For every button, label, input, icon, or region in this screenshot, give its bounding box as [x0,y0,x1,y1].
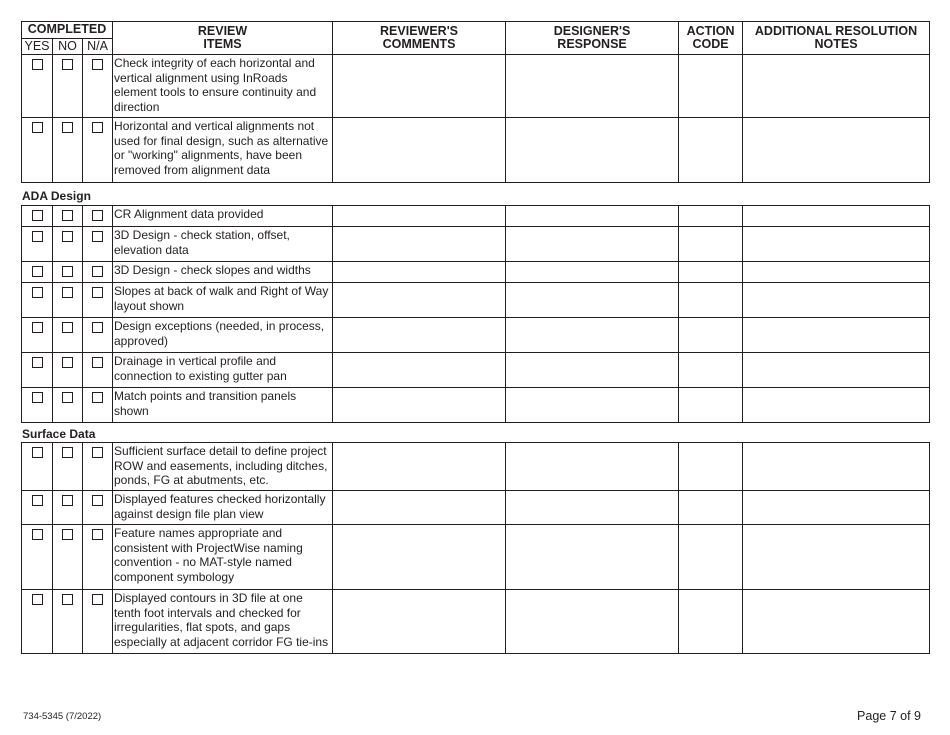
action-code-header: ACTION CODE [679,22,743,55]
na-checkbox[interactable] [92,231,103,242]
table-row [22,262,930,283]
no-checkbox[interactable] [62,594,73,605]
table-row [22,318,930,353]
designers-response-cell[interactable] [506,318,679,353]
additional-notes-cell[interactable] [743,55,930,118]
na-checkbox[interactable] [92,287,103,298]
yes-checkbox[interactable] [32,122,43,133]
review-item: Horizontal and vertical alignments not used for final design, such as alternative or "working" alignments, have been removed from alignment data [113,118,333,183]
review-item: Slopes at back of walk and Right of Way layout shown [113,283,333,318]
reviewers-comments-cell[interactable] [333,443,506,491]
yes-checkbox[interactable] [32,447,43,458]
reviewers-comments-cell[interactable] [333,388,506,423]
review-item: Displayed features checked horizontally against design file plan view [113,491,333,525]
action-code-cell[interactable] [679,118,743,183]
na-checkbox[interactable] [92,357,103,368]
review-item: Match points and transition panels shown [113,388,333,423]
yes-checkbox[interactable] [32,266,43,277]
designers-response-cell[interactable] [506,118,679,183]
review-item: Sufficient surface detail to define project ROW and easements, including ditches, ponds, FG at abutments, etc. [113,443,333,491]
additional-notes-cell[interactable] [743,491,930,525]
designers-response-cell[interactable] [506,353,679,388]
review-item: 3D Design - check slopes and widths [113,262,333,283]
action-code-cell[interactable] [679,227,743,262]
table-row [22,388,930,423]
no-checkbox[interactable] [62,495,73,506]
no-checkbox[interactable] [62,210,73,221]
ada-table [21,205,930,423]
action-code-cell[interactable] [679,55,743,118]
action-code-cell[interactable] [679,283,743,318]
na-checkbox[interactable] [92,495,103,506]
reviewers-comments-header: REVIEWER'S COMMENTS [333,22,506,55]
action-code-cell[interactable] [679,262,743,283]
na-checkbox[interactable] [92,266,103,277]
yes-checkbox[interactable] [32,210,43,221]
no-checkbox[interactable] [62,392,73,403]
na-checkbox[interactable] [92,594,103,605]
action-code-cell[interactable] [679,491,743,525]
action-code-cell[interactable] [679,443,743,491]
designers-response-cell[interactable] [506,283,679,318]
additional-notes-cell[interactable] [743,283,930,318]
reviewers-comments-cell[interactable] [333,283,506,318]
additional-notes-cell[interactable] [743,262,930,283]
action-code-cell[interactable] [679,206,743,227]
review-item: 3D Design - check station, offset, elevation data [113,227,333,262]
additional-notes-cell[interactable] [743,206,930,227]
designers-response-cell[interactable] [506,443,679,491]
yes-checkbox[interactable] [32,495,43,506]
action-code-cell[interactable] [679,318,743,353]
reviewers-comments-cell[interactable] [333,262,506,283]
designers-response-cell[interactable] [506,55,679,118]
no-checkbox[interactable] [62,322,73,333]
no-checkbox[interactable] [62,357,73,368]
table-row [22,590,930,654]
yes-checkbox[interactable] [32,392,43,403]
table-row [22,353,930,388]
surface-table [21,442,930,654]
designers-response-cell[interactable] [506,491,679,525]
action-code-cell[interactable] [679,525,743,590]
additional-notes-cell[interactable] [743,590,930,654]
table-row [22,283,930,318]
designers-response-cell[interactable] [506,388,679,423]
review-item: Design exceptions (needed, in process, approved) [113,318,333,353]
no-checkbox[interactable] [62,287,73,298]
action-code-cell[interactable] [679,590,743,654]
designers-response-header: DESIGNER'S RESPONSE [506,22,679,55]
review-item: Displayed contours in 3D file at one tenth foot intervals and checked for irregularities, flat spots, and gaps especially at adjacent corridor FG tie-ins [113,590,333,654]
designers-response-cell[interactable] [506,206,679,227]
additional-notes-cell[interactable] [743,118,930,183]
na-checkbox[interactable] [92,392,103,403]
surface-section-title: Surface Data [22,427,96,441]
reviewers-comments-cell[interactable] [333,227,506,262]
na-checkbox[interactable] [92,122,103,133]
no-header: NO [53,39,83,55]
table-row [22,206,930,227]
form-number: 734-5345 (7/2022) [23,711,102,722]
additional-notes-cell[interactable] [743,525,930,590]
yes-checkbox[interactable] [32,357,43,368]
no-checkbox[interactable] [62,529,73,540]
yes-checkbox[interactable] [32,231,43,242]
review-item: Feature names appropriate and consistent with ProjectWise naming convention - no MAT-style named component symbology [113,525,333,590]
table-row [22,227,930,262]
na-checkbox[interactable] [92,59,103,70]
yes-checkbox[interactable] [32,59,43,70]
designers-response-cell[interactable] [506,525,679,590]
table-row [22,118,930,183]
yes-header: YES [22,39,53,55]
alignment-table [21,21,930,183]
na-checkbox[interactable] [92,529,103,540]
reviewers-comments-cell[interactable] [333,590,506,654]
additional-notes-cell[interactable] [743,227,930,262]
na-checkbox[interactable] [92,322,103,333]
no-checkbox[interactable] [62,266,73,277]
action-code-cell[interactable] [679,388,743,423]
yes-checkbox[interactable] [32,529,43,540]
yes-checkbox[interactable] [32,322,43,333]
reviewers-comments-cell[interactable] [333,118,506,183]
reviewers-comments-cell[interactable] [333,525,506,590]
additional-notes-cell[interactable] [743,353,930,388]
ada-section-title: ADA Design [22,189,91,203]
reviewers-comments-cell[interactable] [333,206,506,227]
completed-header: COMPLETED [22,22,113,39]
reviewers-comments-cell[interactable] [333,491,506,525]
action-code-cell[interactable] [679,353,743,388]
review-item: Drainage in vertical profile and connection to existing gutter pan [113,353,333,388]
designers-response-cell[interactable] [506,590,679,654]
review-items-header: REVIEW ITEMS [113,22,333,55]
designers-response-cell[interactable] [506,227,679,262]
no-checkbox[interactable] [62,59,73,70]
review-item: Check integrity of each horizontal and vertical alignment using InRoads element tools to ensure continuity and direction [113,55,333,118]
page-number: Page 7 of 9 [857,709,921,723]
na-checkbox[interactable] [92,210,103,221]
reviewers-comments-cell[interactable] [333,55,506,118]
additional-notes-header: ADDITIONAL RESOLUTION NOTES [743,22,930,55]
no-checkbox[interactable] [62,231,73,242]
na-header: N/A [83,39,113,55]
additional-notes-cell[interactable] [743,443,930,491]
review-item: CR Alignment data provided [113,206,333,227]
no-checkbox[interactable] [62,447,73,458]
table-row [22,55,930,118]
table-row [22,443,930,491]
reviewers-comments-cell[interactable] [333,318,506,353]
designers-response-cell[interactable] [506,262,679,283]
na-checkbox[interactable] [92,447,103,458]
table-row [22,525,930,590]
reviewers-comments-cell[interactable] [333,353,506,388]
table-row [22,491,930,525]
no-checkbox[interactable] [62,122,73,133]
additional-notes-cell[interactable] [743,388,930,423]
yes-checkbox[interactable] [32,287,43,298]
additional-notes-cell[interactable] [743,318,930,353]
yes-checkbox[interactable] [32,594,43,605]
